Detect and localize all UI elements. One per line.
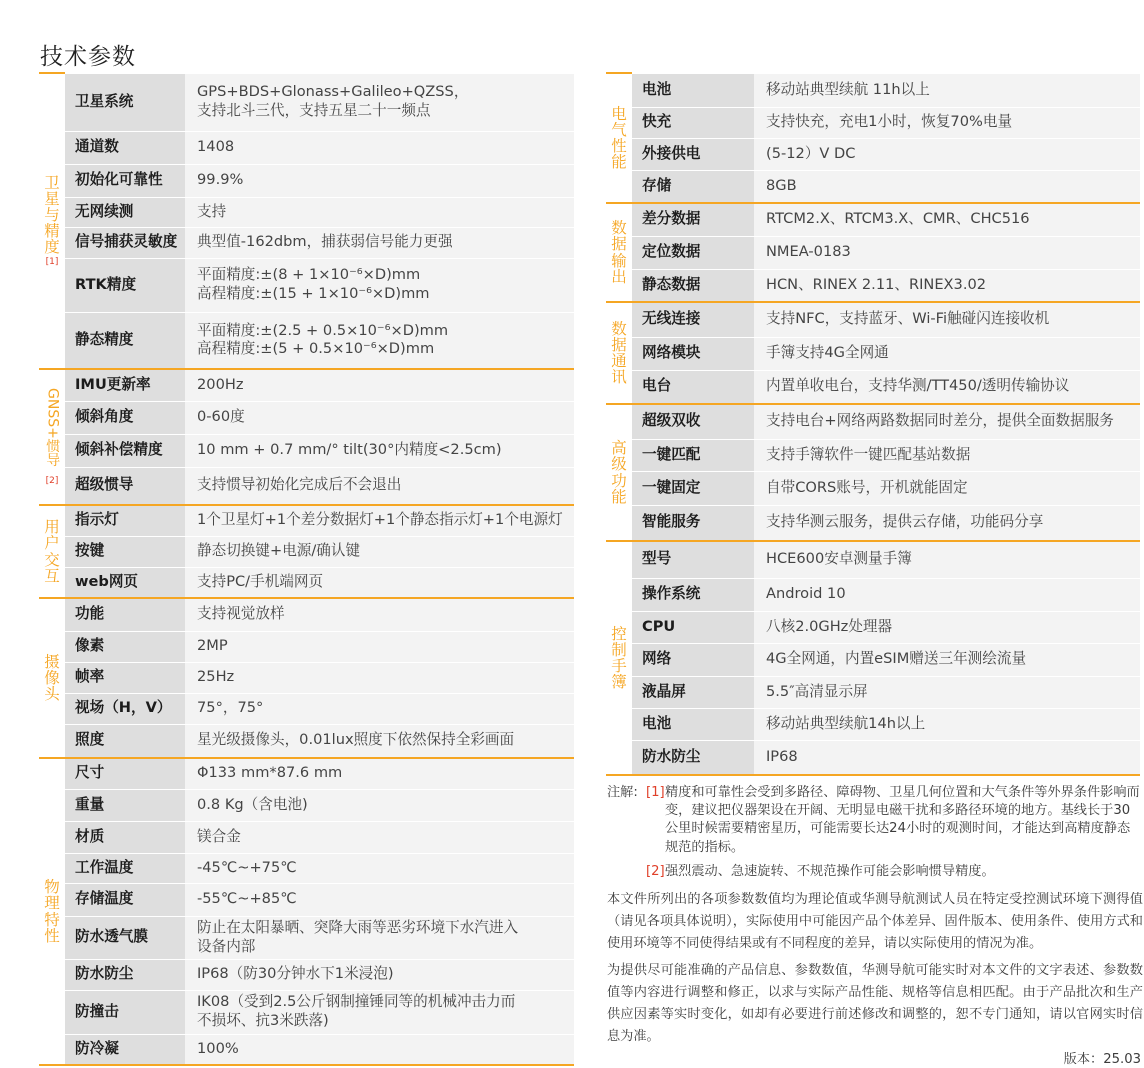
- spec-key: 操作系统: [632, 578, 754, 611]
- category-text: 控制手簿: [611, 624, 627, 692]
- spec-value: [185, 467, 574, 505]
- spec-value-line: 支持: [197, 202, 227, 220]
- spec-value: [185, 598, 574, 631]
- spec-key: 材质: [65, 821, 185, 853]
- spec-value: [185, 197, 574, 227]
- spec-row: [39, 227, 574, 258]
- spec-key: 指示灯: [65, 505, 185, 536]
- spec-value: [185, 312, 574, 369]
- spec-key: 功能: [65, 598, 185, 631]
- spec-key: 外接供电: [632, 138, 754, 170]
- spec-row: [606, 370, 1140, 404]
- spec-key: 型号: [632, 541, 754, 578]
- spec-value-line: 1408: [197, 138, 235, 156]
- disclaimer-paragraph-1: 本文件所列出的各项参数数值均为理论值或华测导航测试人员在特定受控测试环境下测得值（请见各项具体说明），实际使用中可能因产品个体差异、固件版本、使用条件、使用方式和使用环境等不同使得结果或有不同程度的差异，请以实际使用的情况为准。: [607, 892, 1143, 951]
- spec-value-line: 八核2.0GHz处理器: [766, 617, 893, 635]
- spec-value-line: 10 mm + 0.7 mm/° tilt(30°内精度<2.5cm): [197, 441, 502, 459]
- spec-row: [606, 138, 1140, 170]
- spec-value: [185, 990, 574, 1034]
- spec-row: [39, 467, 574, 505]
- spec-row: [606, 337, 1140, 370]
- spec-value: [754, 337, 1140, 370]
- spec-value-line: 高程精度:±(15 + 1×10⁻⁶×D)mm: [197, 285, 430, 302]
- category-text: 物理特性: [44, 878, 60, 945]
- spec-value: [754, 471, 1140, 505]
- spec-value-line: 0.8 Kg（含电池): [197, 795, 308, 813]
- spec-value-line: 200Hz: [197, 375, 244, 393]
- spec-value-line: Φ133 mm*87.6 mm: [197, 764, 343, 782]
- spec-key: 电池: [632, 708, 754, 740]
- spec-row: [606, 439, 1140, 471]
- spec-row: [39, 1034, 574, 1065]
- spec-key: 信号捕获灵敏度: [65, 227, 185, 258]
- spec-value-line: 典型值-162dbm，捕获弱信号能力更强: [197, 233, 453, 251]
- spec-key: 倾斜补偿精度: [65, 434, 185, 467]
- spec-value: [185, 916, 574, 959]
- spec-value-line: 镁合金: [197, 827, 241, 845]
- category-label: [606, 541, 632, 775]
- spec-row: [606, 269, 1140, 302]
- spec-value: [754, 170, 1140, 203]
- note-ref-1: [1]: [646, 785, 665, 800]
- spec-value: [185, 73, 574, 131]
- spec-value-line: 不损坏、抗3米跌落): [197, 1012, 329, 1029]
- spec-value: [185, 434, 574, 467]
- spec-value-line: HCN、RINEX 2.11、RINEX3.02: [766, 275, 987, 293]
- spec-value: [185, 258, 574, 312]
- spec-value: [754, 203, 1140, 236]
- spec-value-line: 支持电台+网络两路数据同时差分，提供全面数据服务: [766, 412, 1114, 430]
- spec-value-line: Android 10: [766, 585, 846, 603]
- spec-key: 智能服务: [632, 505, 754, 541]
- spec-value: [754, 302, 1140, 337]
- spec-row: [606, 203, 1140, 236]
- spec-row: [39, 662, 574, 693]
- spec-key: 防水防尘: [632, 740, 754, 775]
- spec-key: 液晶屏: [632, 676, 754, 708]
- spec-value-line: 高程精度:±(5 + 0.5×10⁻⁶×D)mm: [197, 340, 435, 358]
- spec-value: [185, 567, 574, 598]
- spec-value-line: 支持NFC，支持蓝牙、Wi-Fi触碰闪连接收机: [766, 310, 1050, 328]
- note-text-2: 强烈震动、急速旋转、不规范操作可能会影响惯导精度。: [665, 863, 995, 879]
- spec-value: [754, 370, 1140, 404]
- spec-value-line: 支持视觉放样: [197, 605, 285, 623]
- category-text: 卫星与精度: [44, 174, 60, 257]
- spec-value: [185, 821, 574, 853]
- spec-value: [754, 269, 1140, 302]
- spec-row: [39, 724, 574, 758]
- spec-value-line: NMEA-0183: [766, 243, 851, 261]
- spec-value-line: 1个卫星灯+1个差分数据灯+1个静态指示灯+1个电源灯: [197, 511, 563, 529]
- spec-key: 超级双收: [632, 404, 754, 439]
- spec-value-line: 8GB: [766, 176, 797, 194]
- spec-value-line: 支持快充，充电1小时，恢复70%电量: [766, 113, 1013, 131]
- spec-row: [39, 631, 574, 662]
- spec-value: [185, 789, 574, 821]
- spec-value: [185, 662, 574, 693]
- category-label: [39, 73, 65, 369]
- spec-row: [39, 258, 574, 312]
- spec-key: IMU更新率: [65, 369, 185, 401]
- spec-row: [39, 821, 574, 853]
- category-label: [606, 73, 632, 203]
- spec-key: CPU: [632, 611, 754, 643]
- spec-value-line: 5.5″高清显示屏: [766, 682, 868, 700]
- spec-row: [606, 676, 1140, 708]
- spec-row: [39, 693, 574, 724]
- spec-value-line: 2MP: [197, 637, 228, 655]
- spec-key: 帧率: [65, 662, 185, 693]
- spec-row: [39, 536, 574, 567]
- spec-row: [39, 959, 574, 990]
- spec-key: 网络: [632, 643, 754, 676]
- spec-value: [185, 164, 574, 197]
- page-title: 技术参数: [40, 44, 136, 70]
- spec-value: [754, 541, 1140, 578]
- spec-row: [39, 789, 574, 821]
- spec-value: [754, 404, 1140, 439]
- spec-row: [606, 170, 1140, 203]
- spec-value-line: 内置单收电台，支持华测/TT450/透明传输协议: [766, 377, 1070, 395]
- spec-row: [606, 541, 1140, 578]
- spec-row: [39, 434, 574, 467]
- spec-key: web网页: [65, 567, 185, 598]
- spec-value-line: 手簿支持4G全网通: [766, 344, 889, 362]
- spec-value-line: 25Hz: [197, 668, 235, 686]
- spec-value: [754, 643, 1140, 676]
- category-label: [39, 369, 65, 505]
- spec-row: [39, 598, 574, 631]
- category-label: [606, 302, 632, 404]
- spec-row: [606, 404, 1140, 439]
- spec-value-line: 移动站典型续航14h以上: [766, 714, 926, 732]
- spec-row: [606, 471, 1140, 505]
- spec-row: [39, 369, 574, 401]
- spec-value-line: IK08（受到2.5公斤钢制撞锤同等的机械冲击力而: [197, 993, 516, 1011]
- spec-row: [606, 611, 1140, 643]
- spec-value: [754, 439, 1140, 471]
- spec-row: [39, 197, 574, 227]
- spec-row: [606, 107, 1140, 138]
- category-label: [606, 404, 632, 541]
- spec-row: [39, 990, 574, 1034]
- spec-value-line: -55℃~+85℃: [197, 890, 297, 908]
- spec-value-line: (5-12）V DC: [766, 144, 856, 162]
- spec-value-line: 0-60度: [197, 408, 245, 426]
- spec-key: 无网续测: [65, 197, 185, 227]
- category-text: 高级功能: [611, 439, 627, 506]
- spec-value-line: 设备内部: [197, 937, 256, 955]
- spec-value: [185, 758, 574, 789]
- spec-value: [754, 578, 1140, 611]
- spec-value: [754, 676, 1140, 708]
- spec-value: [754, 138, 1140, 170]
- note-text-1: 精度和可靠性会受到多路径、障碍物、卫星几何位置和大气条件等外界条件影响而变，建议把仪器架设在开阔、无明显电磁干扰和多路径环境的地方。基线长于30公里时候需要精密星历，可能需要长达24小时的观测时间，才能达到高精度静态规范的指标。: [665, 785, 1140, 855]
- spec-key: 电台: [632, 370, 754, 404]
- version-label: 版本：25.03: [1063, 1052, 1141, 1067]
- spec-value: [185, 369, 574, 401]
- spec-key: 照度: [65, 724, 185, 758]
- spec-key: 静态精度: [65, 312, 185, 369]
- spec-key: 存储: [632, 170, 754, 203]
- spec-key: 超级惯导: [65, 467, 185, 505]
- spec-key: 倾斜角度: [65, 401, 185, 434]
- spec-value: [754, 708, 1140, 740]
- note-2: [607, 863, 1143, 881]
- spec-key: 静态数据: [632, 269, 754, 302]
- spec-value-line: GPS+BDS+Glonass+Galileo+QZSS，: [197, 83, 469, 101]
- spec-row: [39, 401, 574, 434]
- spec-value-line: -45℃~+75℃: [197, 858, 297, 876]
- spec-value: [185, 853, 574, 883]
- spec-value-line: 静态切换键+电源/确认键: [197, 542, 361, 560]
- spec-key: 一键固定: [632, 471, 754, 505]
- spec-value-line: 4G全网通，内置eSIM赠送三年测绘流量: [766, 650, 1027, 668]
- note-1: [607, 784, 1143, 857]
- spec-row: [606, 505, 1140, 541]
- spec-row: [39, 567, 574, 598]
- disclaimer-paragraph-2: 为提供尽可能准确的产品信息、参数数值，华测导航可能实时对本文件的文字表述、参数数值等内容进行调整和修正，以求与实际产品性能、规格等信息相匹配。由于产品批次和生产供应因素等实时变化，如却有必要进行前述修改和调整的，恕不专门通知，请以官网实时信息为准。: [607, 963, 1143, 1044]
- spec-row: [606, 708, 1140, 740]
- footnote-ref: [1]: [45, 256, 59, 267]
- spec-value: [185, 883, 574, 916]
- spec-value: [754, 740, 1140, 775]
- spec-value: [754, 505, 1140, 541]
- spec-key: 存储温度: [65, 883, 185, 916]
- spec-key: 快充: [632, 107, 754, 138]
- category-text: 数据输出: [611, 219, 627, 286]
- category-text: 电气性能: [611, 104, 627, 172]
- category-label: [39, 598, 65, 758]
- spec-key: 重量: [65, 789, 185, 821]
- spec-row: [39, 73, 574, 131]
- spec-value-line: 防止在太阳暴晒、突降大雨等恶劣环境下水汽进入: [197, 918, 519, 936]
- spec-key: 差分数据: [632, 203, 754, 236]
- spec-value: [185, 401, 574, 434]
- spec-value: [185, 959, 574, 990]
- right-spec-table: [606, 72, 1140, 776]
- spec-row: [39, 758, 574, 789]
- spec-value-line: 99.9%: [197, 171, 244, 189]
- notes-section: [607, 784, 1143, 881]
- spec-value: [185, 631, 574, 662]
- spec-value-line: 平面精度:±(8 + 1×10⁻⁶×D)mm: [197, 266, 421, 284]
- spec-key: 网络模块: [632, 337, 754, 370]
- spec-value: [754, 73, 1140, 107]
- spec-value: [185, 505, 574, 536]
- category-label: [39, 758, 65, 1065]
- category-label: [606, 203, 632, 302]
- spec-row: [39, 312, 574, 369]
- spec-value: [185, 131, 574, 164]
- spec-value-line: 100%: [197, 1039, 239, 1057]
- spec-key: 视场（H，V）: [65, 693, 185, 724]
- category-text: 用户交互: [44, 518, 60, 585]
- spec-row: [606, 236, 1140, 269]
- spec-row: [606, 578, 1140, 611]
- category-text: GNSS+惯导: [44, 387, 61, 467]
- left-spec-table: [39, 72, 574, 1066]
- spec-value-line: IP68: [766, 747, 798, 765]
- spec-key: 防冷凝: [65, 1034, 185, 1065]
- spec-value-line: 移动站典型续航 11h以上: [766, 80, 930, 98]
- spec-value-line: 支持北斗三代，支持五星二十一频点: [197, 102, 431, 119]
- spec-value: [185, 536, 574, 567]
- spec-key: 卫星系统: [65, 73, 185, 131]
- spec-value-line: 平面精度:±(2.5 + 0.5×10⁻⁶×D)mm: [197, 321, 449, 339]
- note-ref-2: [2]: [646, 863, 665, 879]
- spec-key: 通道数: [65, 131, 185, 164]
- category-text: 数据通讯: [611, 319, 627, 387]
- spec-value: [754, 611, 1140, 643]
- spec-row: [39, 505, 574, 536]
- spec-key: RTK精度: [65, 258, 185, 312]
- spec-row: [39, 916, 574, 959]
- spec-row: [39, 853, 574, 883]
- spec-row: [39, 883, 574, 916]
- spec-value-line: 支持华测云服务，提供云存储，功能码分享: [766, 513, 1044, 531]
- spec-key: 按键: [65, 536, 185, 567]
- spec-value: [185, 1034, 574, 1065]
- spec-key: 防水透气膜: [65, 916, 185, 959]
- notes-label: 注解:: [607, 785, 638, 800]
- spec-key: 防水防尘: [65, 959, 185, 990]
- spec-key: 工作温度: [65, 853, 185, 883]
- spec-key: 定位数据: [632, 236, 754, 269]
- spec-row: [606, 73, 1140, 107]
- spec-value: [185, 227, 574, 258]
- spec-value: [754, 236, 1140, 269]
- category-text: 摄像头: [44, 652, 60, 704]
- spec-value-line: 支持PC/手机端网页: [197, 572, 324, 590]
- spec-key: 防撞击: [65, 990, 185, 1034]
- spec-value-line: 支持惯导初始化完成后不会退出: [197, 476, 402, 494]
- spec-value: [185, 693, 574, 724]
- spec-value-line: 支持手簿软件一键匹配基站数据: [766, 445, 971, 463]
- spec-row: [39, 131, 574, 164]
- spec-key: 像素: [65, 631, 185, 662]
- spec-key: 尺寸: [65, 758, 185, 789]
- spec-row: [606, 643, 1140, 676]
- spec-row: [39, 164, 574, 197]
- spec-row: [606, 740, 1140, 775]
- footnote-ref: [2]: [45, 475, 59, 486]
- spec-row: [606, 302, 1140, 337]
- category-label: [39, 505, 65, 598]
- spec-value: [185, 724, 574, 758]
- spec-key: 一键匹配: [632, 439, 754, 471]
- spec-value-line: HCE600安卓测量手簿: [766, 550, 912, 568]
- spec-value: [754, 107, 1140, 138]
- spec-key: 无线连接: [632, 302, 754, 337]
- spec-key: 电池: [632, 73, 754, 107]
- spec-value-line: 75°，75°: [197, 699, 264, 717]
- spec-key: 初始化可靠性: [65, 164, 185, 197]
- spec-value-line: RTCM2.X、RTCM3.X、CMR、CHC516: [766, 210, 1030, 228]
- spec-value-line: 自带CORS账号，开机就能固定: [766, 478, 968, 496]
- spec-value-line: IP68（防30分钟水下1米浸泡): [197, 965, 394, 983]
- spec-value-line: 星光级摄像头，0.01lux照度下依然保持全彩画面: [197, 731, 515, 749]
